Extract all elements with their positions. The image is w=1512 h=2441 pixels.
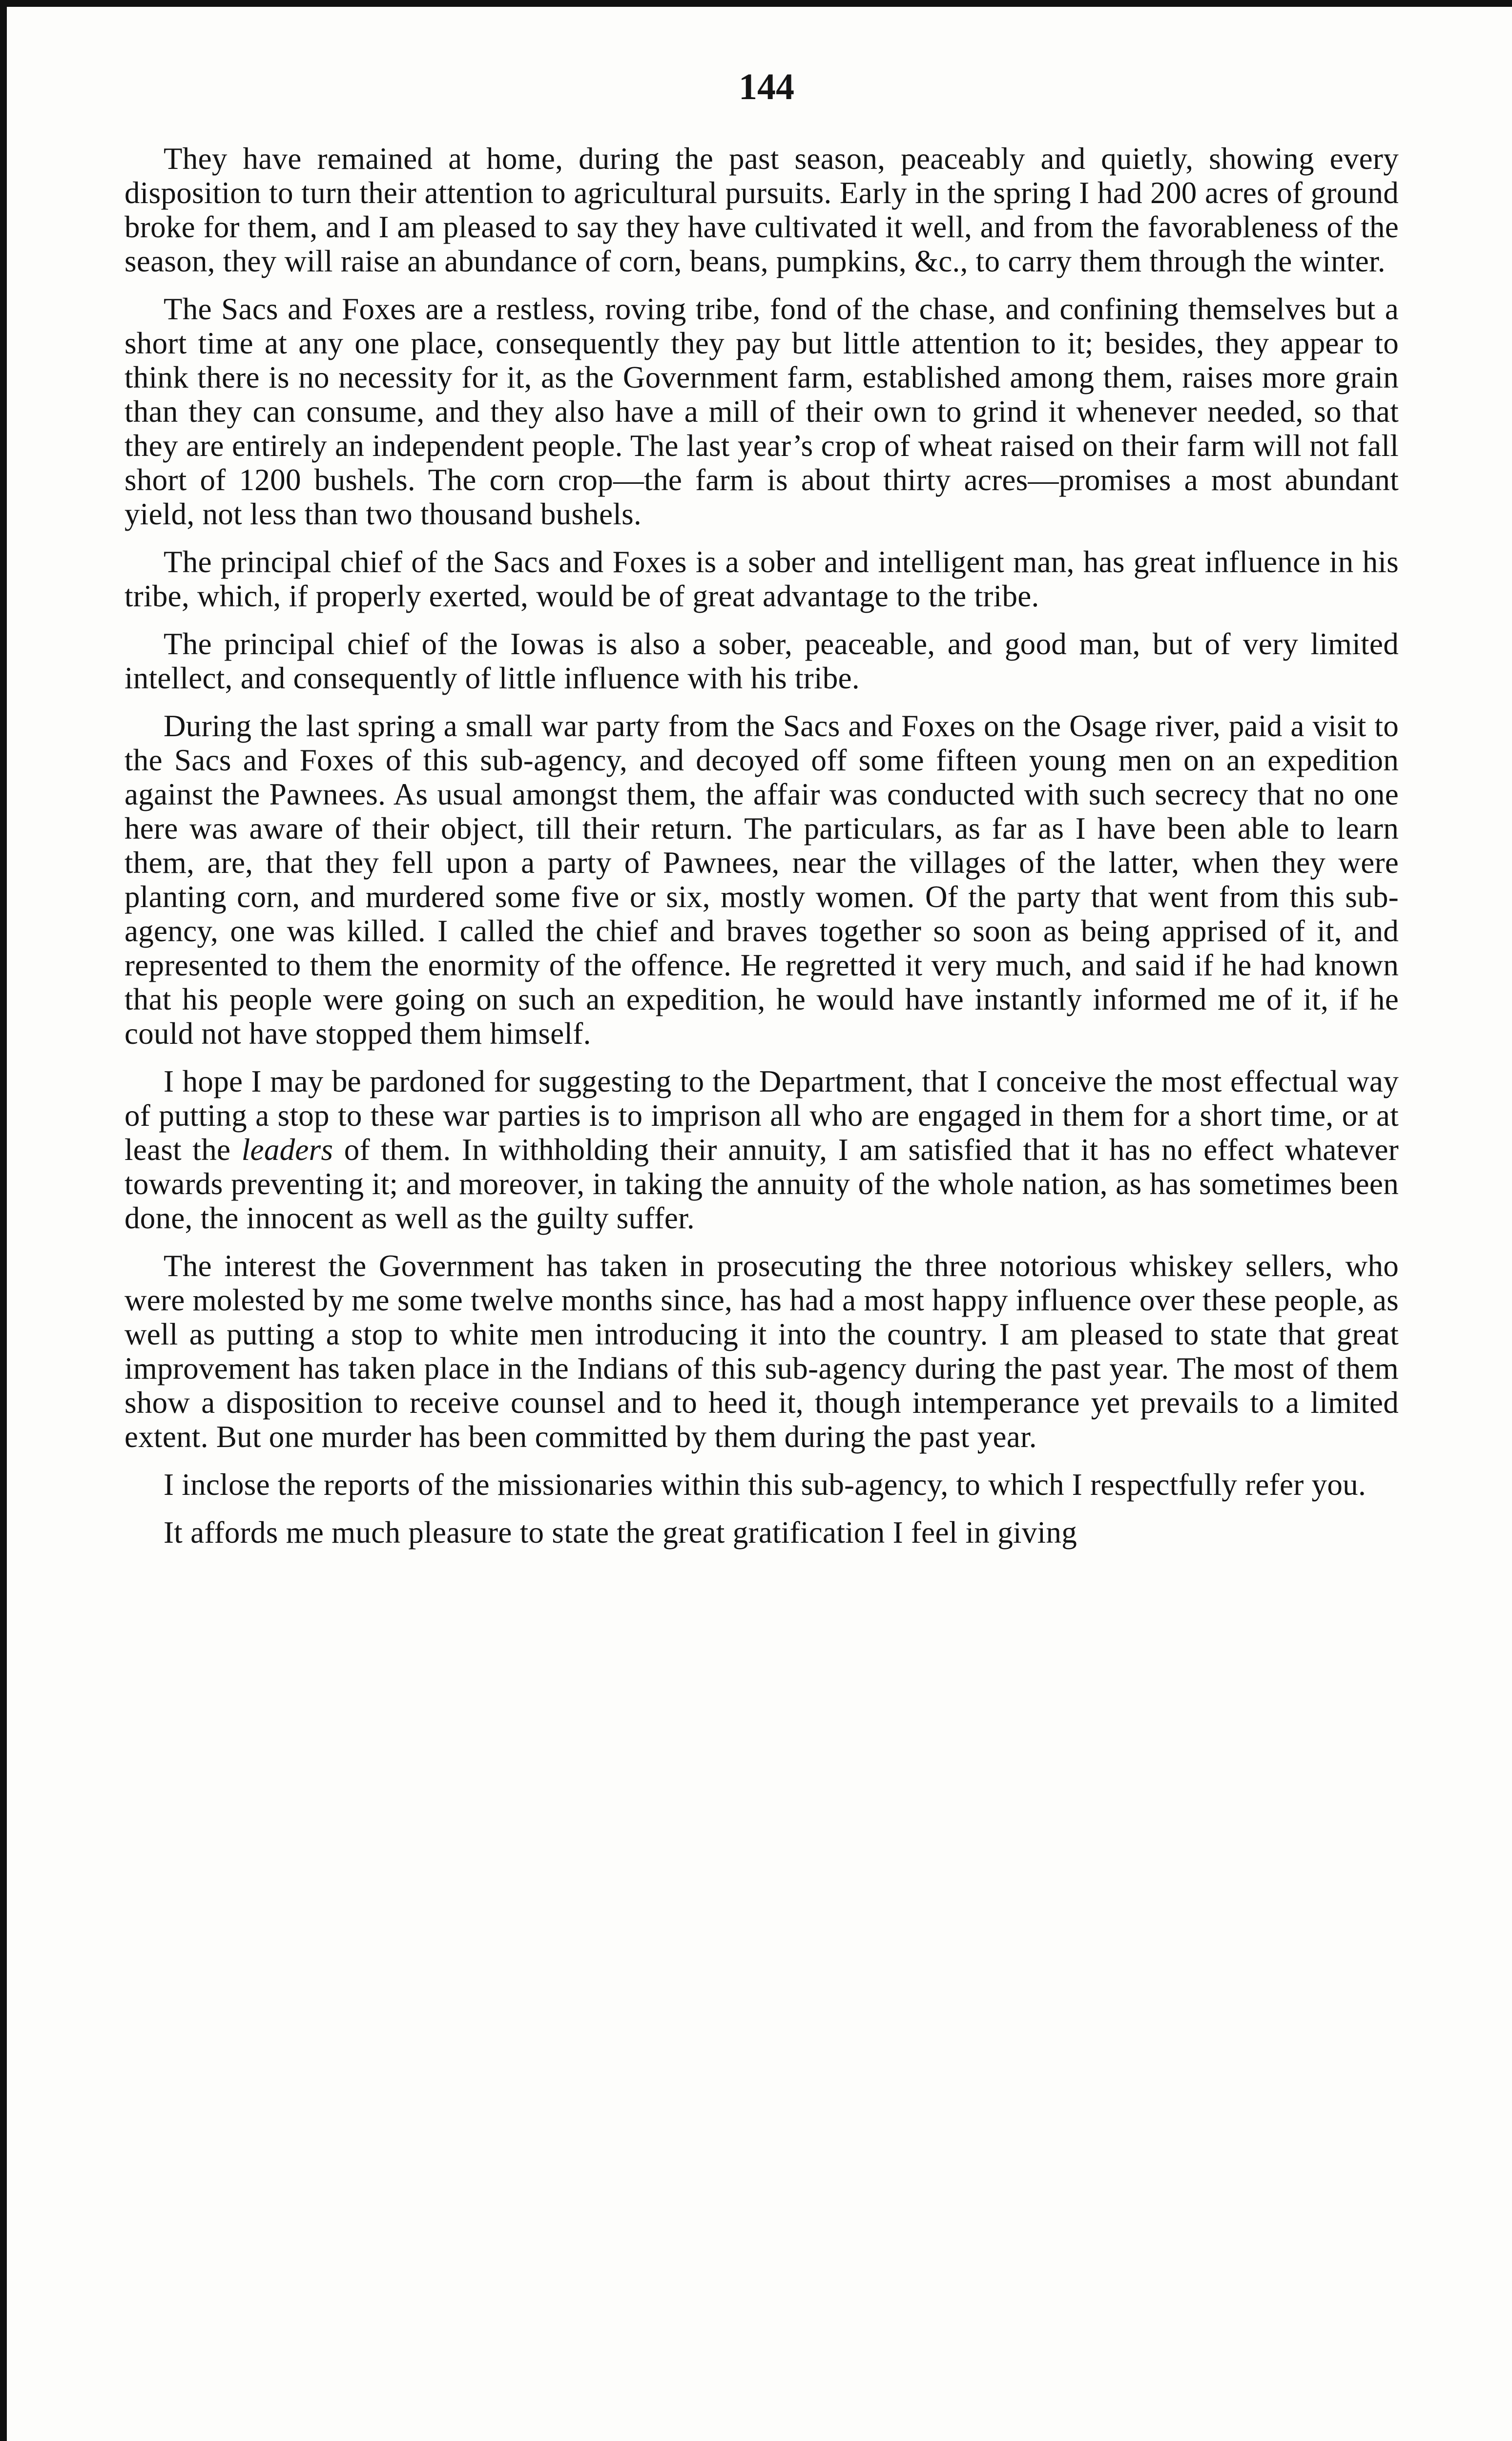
paragraph: They have remained at home, during the past season, peaceably and quietly, showing every disposition to turn their attention to agricultural pursuits. Early in the spring I had 200 acres of ground broke for them, and I am pleased to say they have cultivated it well, and from the favorableness of the season, they will raise an abundance of corn, beans, pumpkins, &c., to carry them through the winter. (124, 142, 1399, 278)
paragraph: The interest the Government has taken in prosecuting the three notorious whiskey sellers, who were molested by me some twelve months since, has had a most happy influence over these people, as well as putting a stop to white men introducing it into the country. I am pleased to state that great improvement has taken place in the Indians of this sub-agency during the past year. The most of them show a disposition to receive counsel and to heed it, though intemperance yet prevails to a limited extent. But one murder has been committed by them during the past year. (124, 1249, 1399, 1454)
italic-word: leaders (241, 1133, 333, 1167)
paragraph: The Sacs and Foxes are a restless, roving tribe, fond of the chase, and confining themselves but a short time at any one place, consequently they pay but little attention to it; besides, they appear to think there is no necessity for it, as the Government farm, established among them, raises more grain than they can consume, and they also have a mill of their own to grind it whenever needed, so that they are entirely an independent people. The last year’s crop of wheat raised on their farm will not fall short of 1200 bushels. The corn crop—the farm is about thirty acres—promises a most abundant yield, not less than two thousand bushels. (124, 292, 1399, 531)
paragraph: I inclose the reports of the missionaries within this sub-agency, to which I respectfully refer you. (164, 1468, 1367, 1502)
paragraph: During the last spring a small war party from the Sacs and Foxes on the Osage river, paid a visit to the Sacs and Foxes of this sub-agency, and decoyed off some fifteen young men on an expedition against the Pawnees. As usual amongst them, the affair was conducted with such secrecy that no one here was aware of their object, till their return. The particulars, as far as I have been able to learn them, are, that they fell upon a party of Pawnees, near the villages of the latter, when they were planting corn, and murdered some five or six, mostly women. Of the party that went from this sub-agency, one was killed. I called the chief and braves together so soon as being apprised of it, and represented to them the enormity of the offence. He regretted it very much, and said if he had known that his people were going on such an expedition, he would have instantly informed me of it, if he could not have stopped them himself. (124, 709, 1399, 1051)
page-number: 144 (739, 66, 794, 107)
paragraph: The principal chief of the Sacs and Foxes is a sober and intelligent man, has great influence in his tribe, which, if properly exerted, would be of great advantage to the tribe. (124, 545, 1399, 613)
scan-border-left (0, 0, 7, 2441)
paragraph: It affords me much pleasure to state the great gratification I feel in giving (164, 1515, 1077, 1550)
scan-border-top (0, 0, 1512, 7)
body-text (124, 142, 1399, 1563)
paragraph: The principal chief of the Iowas is also a sober, peaceable, and good man, but of very limited intellect, and consequently of little influence with his tribe. (124, 627, 1399, 695)
paragraph: I hope I may be pardoned for suggesting to the Department, that I conceive the most effectual way of putting a stop to these war parties is to imprison all who are engaged in them for a short time, or at least the leaders of them. In withholding their annuity, I am satisfied that it has no effect whatever towards preventing it; and moreover, in taking the annuity of the whole nation, as has sometimes been done, the innocent as well as the guilty suffer. (124, 1064, 1399, 1235)
